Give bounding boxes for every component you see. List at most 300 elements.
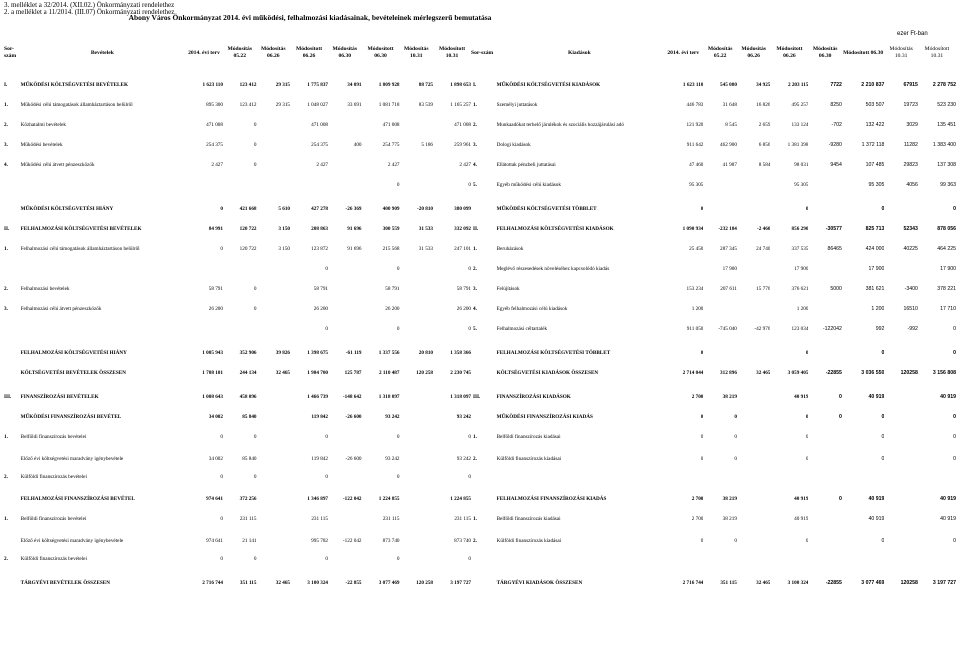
right-row-number bbox=[471, 562, 496, 586]
right-value-cell bbox=[703, 462, 737, 480]
right-value-cell: 0 bbox=[881, 414, 885, 420]
left-value-cell bbox=[400, 292, 434, 312]
left-value-cell: 1 337 556 bbox=[378, 350, 400, 356]
left-value-cell: -22 855 bbox=[345, 580, 362, 586]
table-row bbox=[4, 272, 956, 292]
left-value-cell: 995 782 bbox=[311, 538, 328, 544]
left-value-cell bbox=[257, 312, 291, 332]
right-value-cell bbox=[703, 292, 737, 312]
left-value-cell: 91 696 bbox=[347, 226, 362, 232]
right-value-cell: -9280 bbox=[828, 142, 842, 148]
right-value-cell: 16 826 bbox=[756, 102, 771, 108]
left-value-cell: 0 bbox=[220, 206, 223, 212]
left-value-cell: 0 bbox=[396, 556, 400, 562]
col-header-right-modt-0626: Módosított 06.26 bbox=[776, 46, 803, 59]
left-value-cell: 1 984 700 bbox=[307, 370, 328, 376]
left-value-cell bbox=[400, 544, 434, 562]
left-value-cell bbox=[257, 480, 291, 502]
right-value-cell: 0 bbox=[839, 496, 842, 502]
right-value-cell: 137 308 bbox=[937, 162, 956, 168]
left-row-number: 2. bbox=[4, 122, 8, 128]
left-value-cell bbox=[290, 168, 328, 188]
right-value-cell: 0 bbox=[700, 350, 704, 356]
left-value-cell: 39 826 bbox=[275, 350, 291, 356]
left-value-cell: 380 099 bbox=[454, 206, 471, 212]
left-value-cell: 0 bbox=[468, 266, 471, 272]
right-value-cell: 3 156 808 bbox=[932, 370, 956, 376]
right-row-number: 3. bbox=[473, 142, 477, 148]
right-value-cell: 40 919 bbox=[940, 496, 956, 502]
right-row-number: 3. bbox=[473, 286, 477, 292]
right-value-cell: 0 bbox=[700, 538, 704, 544]
right-value-cell bbox=[663, 252, 703, 272]
left-value-cell: 93 242 bbox=[456, 414, 471, 420]
right-value-cell: 0 bbox=[881, 538, 885, 544]
left-row-label bbox=[20, 168, 185, 188]
right-value-cell: 0 bbox=[805, 538, 809, 544]
left-value-cell: 34 002 bbox=[208, 456, 223, 462]
table-row bbox=[4, 376, 956, 400]
right-row-label: FELHALMOZÁSI FINANSZÍROZÁSI KIADÁS bbox=[496, 496, 607, 502]
left-value-cell: 0 bbox=[468, 434, 471, 440]
left-value-cell bbox=[328, 292, 362, 312]
left-value-cell: 247 101 bbox=[454, 246, 471, 252]
left-value-cell: 120 258 bbox=[416, 370, 434, 376]
col-header-right-sorszam: Sor-szám bbox=[471, 49, 494, 56]
left-value-cell: -122 042 bbox=[342, 496, 362, 502]
right-value-cell: 31 648 bbox=[722, 102, 737, 108]
left-row-label: Közhatalmi bevételek bbox=[20, 122, 67, 128]
left-value-cell bbox=[400, 108, 434, 128]
left-value-cell: 85 840 bbox=[242, 414, 257, 420]
left-value-cell: 1 623 110 bbox=[202, 82, 223, 88]
left-row-number bbox=[4, 188, 20, 212]
right-value-cell: 40 919 bbox=[794, 516, 809, 522]
left-row-number bbox=[4, 168, 20, 188]
left-value-cell bbox=[257, 376, 291, 400]
left-value-cell bbox=[400, 312, 434, 332]
right-row-label: FELHALMOZÁSI KÖLTSÉGVETÉSI TÖBBLET bbox=[496, 350, 611, 356]
right-value-cell: 1 623 110 bbox=[682, 82, 704, 88]
col-header-left-sorszam: Sor-szám bbox=[4, 46, 17, 59]
right-value-cell bbox=[737, 252, 771, 272]
left-value-cell: 895 300 bbox=[206, 102, 223, 108]
right-value-cell bbox=[918, 462, 956, 480]
left-value-cell: 29 315 bbox=[275, 82, 291, 88]
right-value-cell bbox=[703, 544, 737, 562]
left-value-cell: 400 909 bbox=[382, 206, 400, 212]
right-value-cell bbox=[663, 544, 703, 562]
right-value-cell: 878 056 bbox=[937, 226, 956, 232]
left-value-cell: 1 318 097 bbox=[378, 394, 400, 400]
left-row-number: 2. bbox=[4, 286, 8, 292]
col-header-left-modt-0626: Módosított 06.26 bbox=[295, 46, 323, 59]
right-value-cell: 52343 bbox=[903, 226, 918, 232]
left-value-cell: 215 568 bbox=[382, 246, 400, 252]
left-value-cell: 2 716 744 bbox=[202, 580, 223, 586]
left-row-label: KÖLTSÉGVETÉSI BEVÉTELEK ÖSSZESEN bbox=[20, 370, 126, 376]
right-row-label: MŰKÖDÉSI KÖLTSÉGVETÉSI KIADÁSOK bbox=[496, 82, 601, 88]
left-row-label: Külföldi finanszírozás bevételei bbox=[20, 474, 87, 480]
left-value-cell: 3 150 bbox=[278, 246, 291, 252]
right-value-cell: 3 059 405 bbox=[787, 370, 809, 376]
left-value-cell bbox=[257, 292, 291, 312]
left-value-cell: -122 042 bbox=[342, 538, 362, 544]
left-row-label: MŰKÖDÉSI KÖLTSÉGVETÉSI HIÁNY bbox=[20, 206, 114, 212]
right-value-cell bbox=[884, 420, 918, 440]
right-value-cell bbox=[737, 168, 771, 188]
right-value-cell: -3400 bbox=[904, 286, 918, 292]
right-value-cell: 47 460 bbox=[689, 162, 704, 168]
left-value-cell: 0 bbox=[325, 266, 328, 272]
right-value-cell: 0 bbox=[734, 456, 737, 462]
right-value-cell: 0 bbox=[700, 206, 704, 212]
left-value-cell: 0 bbox=[253, 434, 257, 440]
right-value-cell: 1 381 398 bbox=[787, 142, 809, 148]
right-row-number bbox=[471, 332, 496, 356]
right-value-cell: 2 278 752 bbox=[932, 82, 956, 88]
left-value-cell: 1 048 027 bbox=[307, 102, 328, 108]
right-value-cell bbox=[884, 522, 918, 544]
left-row-label: Előző évi költségvetési maradvány igénybevétele bbox=[20, 538, 124, 544]
right-row-label: Dologi kiadások bbox=[496, 142, 531, 148]
right-value-cell bbox=[808, 292, 842, 312]
left-row-number bbox=[4, 440, 20, 462]
right-row-number: 5. bbox=[473, 182, 477, 188]
right-row-number: 4. bbox=[473, 162, 477, 168]
left-row-number: 1. bbox=[4, 434, 8, 440]
left-value-cell bbox=[257, 440, 291, 462]
left-value-cell: 93 242 bbox=[456, 456, 471, 462]
left-value-cell: 91 696 bbox=[347, 246, 362, 252]
left-value-cell: 0 bbox=[468, 326, 471, 332]
left-value-cell: 0 bbox=[253, 306, 257, 312]
left-value-cell: 1 005 943 bbox=[202, 350, 223, 356]
left-value-cell: 873 740 bbox=[382, 538, 400, 544]
right-row-label: FINANSZÍROZÁSI KIADÁSOK bbox=[496, 394, 571, 400]
left-value-cell: 1 165 257 bbox=[450, 102, 471, 108]
right-value-cell: 0 bbox=[881, 206, 885, 212]
right-value-cell: 0 bbox=[839, 414, 842, 420]
left-row-label: Belföldi finanszírozás bevételei bbox=[20, 516, 87, 522]
right-value-cell: 120258 bbox=[900, 370, 918, 376]
right-value-cell: 337 535 bbox=[791, 246, 809, 252]
left-value-cell: 421 668 bbox=[239, 206, 257, 212]
right-value-cell: 38 219 bbox=[722, 516, 737, 522]
right-row-number: 1. bbox=[473, 434, 477, 440]
col-header-left-terv: 2014. évi terv bbox=[188, 49, 220, 56]
left-value-cell bbox=[257, 128, 291, 148]
col-header-right-terv: 2014. évi terv bbox=[667, 49, 700, 56]
right-row-number bbox=[471, 400, 496, 420]
left-value-cell: 5 186 bbox=[421, 142, 434, 148]
right-row-label: Belföldi finanszírozás kiadásai bbox=[496, 516, 561, 522]
left-value-cell: 21 141 bbox=[242, 538, 257, 544]
right-row-label: Ellátottak pénzbeli juttatásai bbox=[496, 162, 556, 168]
left-value-cell: -148 642 bbox=[342, 394, 362, 400]
right-value-cell: -22855 bbox=[825, 370, 842, 376]
left-value-cell: 2 427 bbox=[211, 162, 223, 168]
left-value-cell: 1 358 366 bbox=[450, 350, 471, 356]
right-row-label: Személyi juttatások bbox=[496, 102, 538, 108]
right-row-number: 1. bbox=[473, 102, 477, 108]
table-row bbox=[4, 332, 956, 356]
table-row bbox=[4, 502, 956, 522]
left-value-cell: 0 bbox=[396, 326, 400, 332]
left-value-cell: 120 722 bbox=[239, 226, 257, 232]
table-row bbox=[4, 108, 956, 128]
left-row-label: FELHALMOZÁSI KÖLTSÉGVETÉSI BEVÉTELEK bbox=[20, 226, 142, 232]
right-value-cell: 11282 bbox=[903, 142, 918, 148]
right-row-number bbox=[471, 544, 496, 562]
table-row bbox=[4, 88, 956, 108]
left-value-cell: 1 081 718 bbox=[378, 102, 400, 108]
left-row-number bbox=[4, 522, 20, 544]
right-value-cell: 8 545 bbox=[725, 122, 737, 128]
right-value-cell: 0 bbox=[953, 206, 956, 212]
left-value-cell: 3 077 469 bbox=[378, 580, 400, 586]
left-value-cell: 0 bbox=[396, 266, 400, 272]
right-value-cell: 2 700 bbox=[691, 496, 704, 502]
header-line-1: 3. melléklet a 32/2014. (XII.02.) Önkormányzati rendelethez bbox=[4, 1, 175, 9]
left-value-cell bbox=[185, 312, 223, 332]
left-value-cell: 2 427 bbox=[387, 162, 400, 168]
left-value-cell bbox=[328, 108, 362, 128]
right-row-label bbox=[496, 462, 664, 480]
left-value-cell: 231 115 bbox=[239, 516, 257, 522]
left-row-number: 3. bbox=[4, 142, 8, 148]
right-value-cell: 378 221 bbox=[937, 286, 956, 292]
right-value-cell: 34 925 bbox=[756, 82, 771, 88]
left-value-cell bbox=[400, 480, 434, 502]
right-value-cell bbox=[737, 292, 771, 312]
left-value-cell bbox=[400, 148, 434, 168]
left-value-cell: 231 115 bbox=[311, 516, 328, 522]
right-row-label: TÁRGYÉVI KIADÁSOK ÖSSZESEN bbox=[496, 580, 583, 586]
right-value-cell: 25 450 bbox=[689, 246, 704, 252]
left-value-cell: -26 369 bbox=[345, 206, 362, 212]
left-value-cell bbox=[400, 376, 434, 400]
right-value-cell: 40 919 bbox=[794, 394, 809, 400]
right-row-number bbox=[471, 480, 496, 502]
col-header-right-modt-0630: Módosított 06.30 bbox=[843, 49, 884, 56]
left-value-cell bbox=[257, 252, 291, 272]
right-value-cell bbox=[770, 544, 808, 562]
left-value-cell: 471 008 bbox=[311, 122, 328, 128]
left-value-cell: 31 533 bbox=[418, 226, 434, 232]
left-row-label: Működési bevételek bbox=[20, 142, 63, 148]
left-row-label: Működési célú támogatások államháztartáson belülről bbox=[20, 102, 133, 108]
right-value-cell: 0 bbox=[734, 434, 737, 440]
col-header-right-modt-1031: Módosított 10.31 bbox=[924, 46, 950, 59]
right-value-cell: 19723 bbox=[903, 102, 918, 108]
right-value-cell: 287 345 bbox=[720, 246, 737, 252]
left-value-cell: 0 bbox=[220, 556, 223, 562]
right-value-cell bbox=[737, 440, 771, 462]
right-row-number: 2. bbox=[473, 266, 477, 272]
right-value-cell: 1 200 bbox=[796, 306, 809, 312]
right-value-cell: 8 584 bbox=[758, 162, 771, 168]
right-value-cell bbox=[884, 376, 918, 400]
right-value-cell: 15 776 bbox=[756, 286, 771, 292]
left-value-cell bbox=[400, 272, 434, 292]
left-value-cell: 84 991 bbox=[208, 226, 223, 232]
document-title: Abony Város Önkormányzat 2014. évi működési, felhalmozási kiadásainak, bevételeinek mérlegszerű bemutatása bbox=[128, 13, 492, 22]
left-value-cell: 0 bbox=[253, 286, 257, 292]
right-value-cell: 121 920 bbox=[686, 122, 704, 128]
right-value-cell bbox=[808, 544, 842, 562]
right-value-cell bbox=[884, 502, 918, 522]
left-value-cell: 1 466 739 bbox=[307, 394, 328, 400]
right-value-cell: 856 290 bbox=[791, 226, 809, 232]
right-value-cell: 0 bbox=[805, 350, 809, 356]
right-value-cell: 0 bbox=[805, 456, 809, 462]
table-row bbox=[4, 168, 956, 188]
right-value-cell: -122042 bbox=[822, 326, 842, 332]
left-value-cell: 32 465 bbox=[275, 580, 291, 586]
right-value-cell: 0 bbox=[953, 414, 956, 420]
right-value-cell bbox=[737, 420, 771, 440]
left-row-number: II. bbox=[4, 226, 10, 232]
left-row-label: FELHALMOZÁSI KÖLTSÉGVETÉSI HIÁNY bbox=[20, 350, 127, 356]
right-value-cell: 523 230 bbox=[937, 102, 956, 108]
left-value-cell: -20 810 bbox=[417, 206, 434, 212]
right-value-cell bbox=[808, 168, 842, 188]
left-value-cell: 26 200 bbox=[313, 306, 328, 312]
left-value-cell: 372 256 bbox=[239, 496, 257, 502]
right-value-cell bbox=[884, 332, 918, 356]
right-value-cell: 351 115 bbox=[720, 580, 737, 586]
right-row-number: 2. bbox=[473, 122, 477, 128]
left-value-cell bbox=[257, 168, 291, 188]
right-value-cell bbox=[737, 522, 771, 544]
left-value-cell: 300 559 bbox=[382, 226, 400, 232]
right-value-cell: 7722 bbox=[830, 82, 842, 88]
right-value-cell: 0 bbox=[734, 538, 737, 544]
left-value-cell bbox=[257, 502, 291, 522]
right-value-cell: -22855 bbox=[825, 580, 842, 586]
right-value-cell: 24 740 bbox=[756, 246, 771, 252]
left-value-cell: 0 bbox=[468, 182, 471, 188]
right-value-cell bbox=[884, 400, 918, 420]
left-value-cell bbox=[257, 272, 291, 292]
right-value-cell bbox=[842, 544, 884, 562]
left-row-number: 4. bbox=[4, 162, 8, 168]
right-value-cell: 32 465 bbox=[756, 370, 771, 376]
left-value-cell: 974 641 bbox=[206, 496, 223, 502]
right-value-cell: 0 bbox=[953, 538, 956, 544]
right-row-number: 2. bbox=[473, 538, 477, 544]
left-value-cell: 1 775 837 bbox=[307, 82, 328, 88]
table-row bbox=[4, 420, 956, 440]
left-value-cell: 208 863 bbox=[311, 226, 328, 232]
left-row-label bbox=[20, 252, 185, 272]
right-value-cell: 911 050 bbox=[686, 326, 704, 332]
left-row-label: Belföldi finanszírozás bevételei bbox=[20, 434, 87, 440]
right-value-cell: 2 714 044 bbox=[682, 370, 704, 376]
left-value-cell: 1 008 643 bbox=[202, 394, 223, 400]
right-row-label: Felhalmozási céltartalék bbox=[496, 326, 548, 332]
left-value-cell bbox=[185, 168, 223, 188]
right-value-cell: 17 900 bbox=[794, 266, 809, 272]
left-value-cell: 93 242 bbox=[385, 414, 400, 420]
left-value-cell bbox=[400, 462, 434, 480]
left-value-cell: 471 008 bbox=[206, 122, 223, 128]
left-value-cell: 2 427 bbox=[316, 162, 328, 168]
right-value-cell bbox=[737, 188, 771, 212]
left-value-cell: 123 412 bbox=[239, 82, 257, 88]
left-value-cell: 0 bbox=[220, 516, 223, 522]
right-value-cell bbox=[808, 462, 842, 480]
right-value-cell: 67915 bbox=[903, 82, 918, 88]
left-value-cell bbox=[328, 312, 362, 332]
left-value-cell: 254 375 bbox=[206, 142, 223, 148]
left-value-cell: 974 641 bbox=[206, 538, 223, 544]
left-value-cell: 0 bbox=[325, 556, 328, 562]
right-value-cell: 0 bbox=[953, 326, 956, 332]
left-value-cell: 3 150 bbox=[278, 226, 291, 232]
right-value-cell: 40225 bbox=[903, 246, 918, 252]
left-value-cell: 20 810 bbox=[418, 350, 434, 356]
right-value-cell: 0 bbox=[700, 414, 704, 420]
left-value-cell: 0 bbox=[468, 556, 471, 562]
left-value-cell: 58 791 bbox=[313, 286, 328, 292]
right-value-cell: 0 bbox=[881, 434, 885, 440]
left-value-cell: 93 242 bbox=[385, 456, 400, 462]
left-row-number bbox=[4, 252, 20, 272]
left-value-cell: 34 002 bbox=[208, 414, 223, 420]
right-value-cell bbox=[737, 400, 771, 420]
table-row bbox=[4, 480, 956, 502]
right-value-cell: 0 bbox=[734, 414, 737, 420]
right-value-cell bbox=[703, 168, 737, 188]
right-value-cell: 107 485 bbox=[865, 162, 885, 168]
right-value-cell bbox=[737, 544, 771, 562]
right-value-cell: 32 465 bbox=[756, 580, 771, 586]
left-value-cell bbox=[223, 252, 257, 272]
left-value-cell: -61 119 bbox=[345, 350, 362, 356]
right-value-cell: 8250 bbox=[830, 102, 842, 108]
table-row bbox=[4, 292, 956, 312]
left-value-cell bbox=[400, 522, 434, 544]
left-value-cell bbox=[400, 502, 434, 522]
right-value-cell: -992 bbox=[907, 326, 918, 332]
table-row bbox=[4, 440, 956, 462]
left-value-cell bbox=[328, 544, 362, 562]
right-value-cell: 40 919 bbox=[868, 516, 885, 522]
right-value-cell bbox=[884, 440, 918, 462]
left-value-cell: 85 840 bbox=[242, 456, 257, 462]
table-row bbox=[4, 232, 956, 252]
right-value-cell: 2 716 744 bbox=[682, 580, 704, 586]
left-value-cell: 0 bbox=[396, 474, 400, 480]
right-value-cell bbox=[884, 188, 918, 212]
right-value-cell: 495 257 bbox=[791, 102, 809, 108]
right-value-cell: 120258 bbox=[900, 580, 918, 586]
col-header-left-modt-1031: Módosított 10.31 bbox=[438, 46, 466, 59]
left-row-number: 2. bbox=[4, 556, 8, 562]
right-row-label: Meglévő részesedések növeléséhez kapcsolódó kiadás bbox=[496, 266, 610, 272]
right-value-cell: 2 700 bbox=[691, 516, 704, 522]
left-row-label: Felhalmozási célú támogatások államháztartáson belülről bbox=[20, 246, 140, 252]
right-value-cell: 6 856 bbox=[758, 142, 771, 148]
right-value-cell: 153 234 bbox=[686, 286, 704, 292]
table-row bbox=[4, 212, 956, 232]
left-value-cell: 119 842 bbox=[311, 414, 328, 420]
left-row-label: Működési célú átvett pénzeszközök bbox=[20, 162, 95, 168]
right-value-cell: 424 000 bbox=[865, 246, 885, 252]
right-value-cell: -745 040 bbox=[718, 326, 737, 332]
